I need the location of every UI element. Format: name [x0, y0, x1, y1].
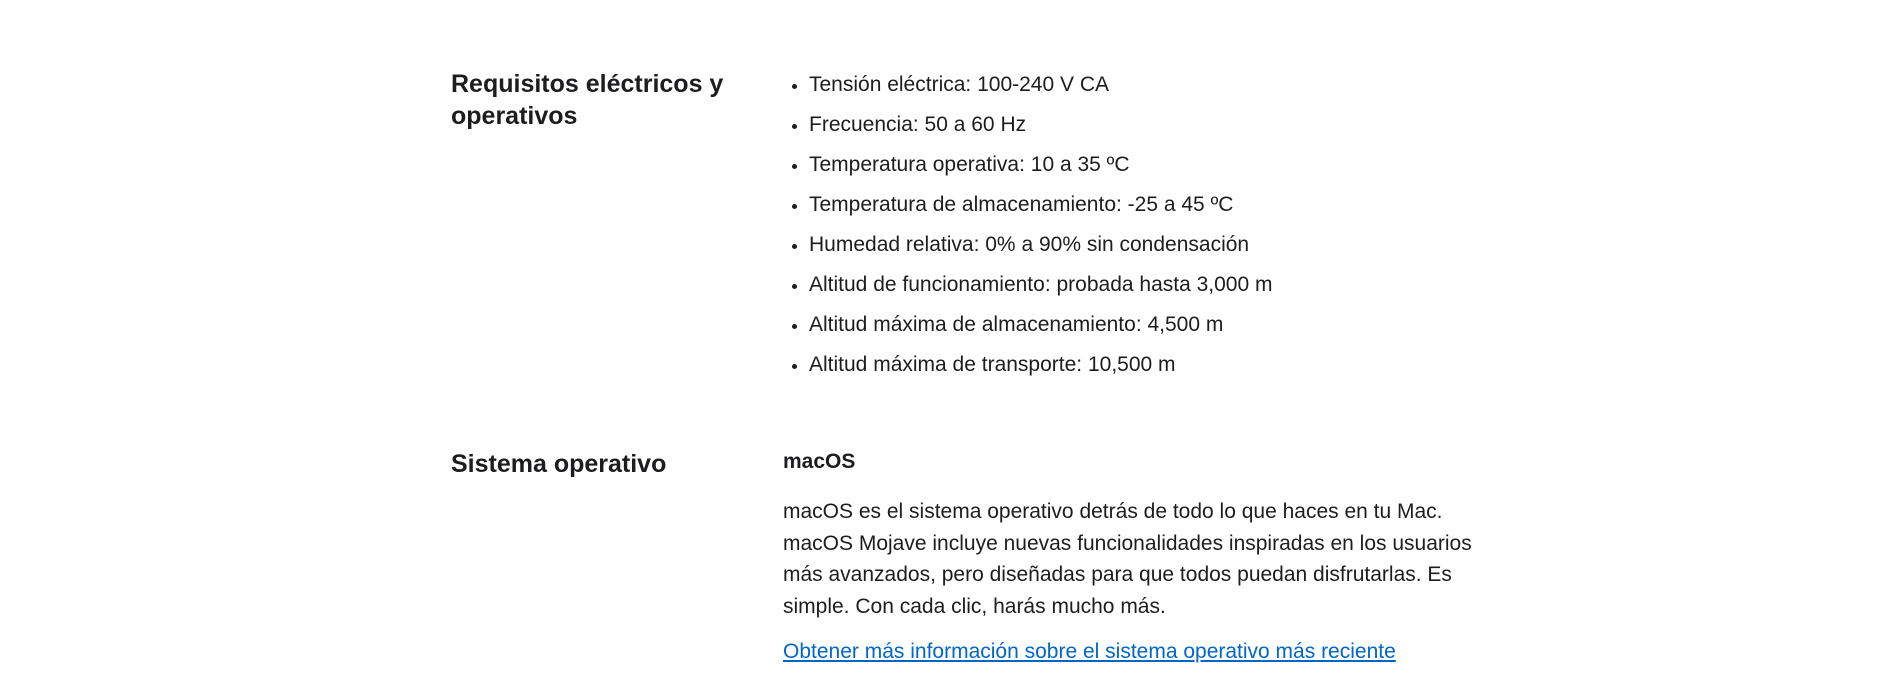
spec-item-operating-altitude: • Altitud de funcionamiento: probada hasta 3,000 m [809, 271, 1483, 299]
operating-system-body [783, 448, 1483, 666]
learn-more-os-link[interactable]: Obtener más información sobre el sistema operativo más reciente [783, 640, 1396, 663]
electrical-requirements-body [783, 71, 1483, 391]
macos-subheading: macOS [783, 450, 856, 473]
spec-item-storage-temperature: • Temperatura de almacenamiento: -25 a 45 ºC [809, 191, 1483, 219]
macos-description: macOS es el sistema operativo detrás de todo lo que haces en tu Mac. macOS Mojave incluye nuevas funcionalidades inspiradas en los usuarios más avanzados, pero diseñadas para que todos puedan disfrutarlas. Es simple. Con cada clic, harás mucho más. [783, 500, 1472, 618]
operating-system-heading: Sistema operativo [451, 450, 667, 478]
spec-item-operating-temperature: • Temperatura operativa: 10 a 35 ºC [809, 151, 1483, 179]
spec-item-voltage: • Tensión eléctrica: 100-240 V CA [809, 71, 1483, 99]
spec-item-relative-humidity: • Humedad relativa: 0% a 90% sin condensación [809, 231, 1483, 259]
spec-item-frequency: • Frecuencia: 50 a 60 Hz [809, 111, 1483, 139]
electrical-requirements-heading: Requisitos eléctricos y operativos [451, 70, 724, 130]
electrical-spec-list [783, 71, 1483, 379]
spec-item-storage-altitude: • Altitud máxima de almacenamiento: 4,500 m [809, 311, 1483, 339]
spec-item-shipping-altitude: • Altitud máxima de transporte: 10,500 m [809, 351, 1483, 379]
